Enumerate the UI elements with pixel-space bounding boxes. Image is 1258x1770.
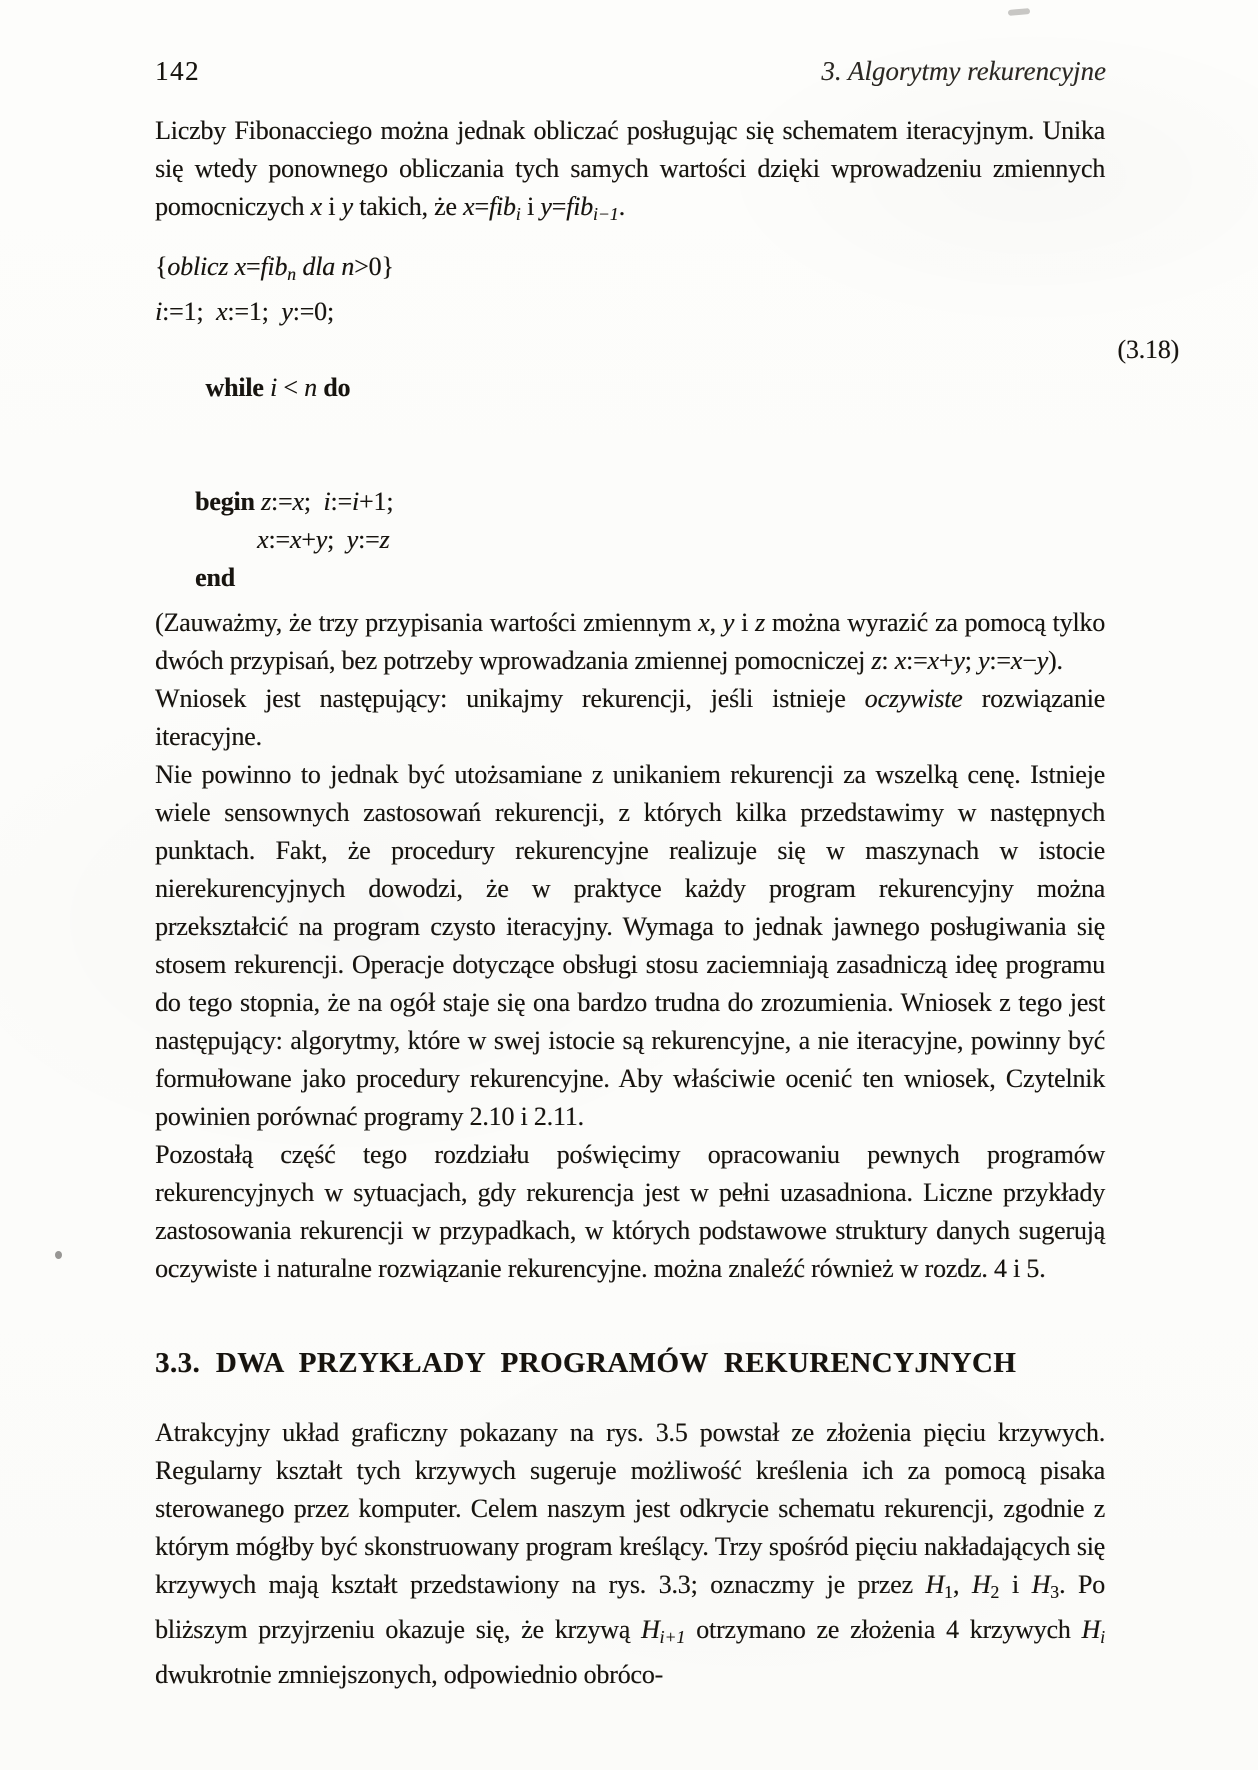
code-line-assignments: x:=x+y; y:=z <box>257 524 390 554</box>
page-number: 142 <box>155 56 200 86</box>
scan-artifact-top <box>1008 8 1030 16</box>
section-heading-3-3: 3.3. DWA PRZYKŁADY PROGRAMÓW REKURENCYJNYCH <box>155 1346 1017 1379</box>
code-listing-3-18 <box>155 248 1179 597</box>
paragraph-pozostala-czesc: Pozostałą część tego rozdziału poświęcimy opracowaniu pewnych programów rekurencyjnych w sytuacjach, gdy rekurencja jest w pełni uzasadniona. Liczne przykłady zastosowania rekurencji w przypadkach, w których podstawowe struktury danych sugerują oczywiste i naturalne rozwiązanie rekurencyjne. można znaleźć również w rozdz. 4 i 5. <box>155 1139 1105 1283</box>
paragraph-nie-powinno: Nie powinno to jednak być utożsamiane z unikaniem rekurencji za wszelką cenę. Istnieje wiele sensownych zastosowań rekurencji, z których kilka przedstawimy w następnych punktach. Fakt, że procedury rekurencyjne realizuje się w maszynach w istocie nierekurencyjnych dowodzi, że w praktyce każdy program rekurencyjny można przekształcić na program czysto iteracyjny. Wymaga to jednak jawnego posługiwania się stosem rekurencji. Operacje dotyczące obsługi stosu zaciemniają zasadniczą ideę programu do tego stopnia, że na ogół staje się ona bardzo trudna do zrozumienia. Wniosek z tego jest następujący: algorytmy, które w swej istocie są rekurencyjne, a nie iteracyjne, powinny być formułowane jako procedury rekurencyjne. Aby właściwie ocenić ten wniosek, Czytelnik powinien porównać programy 2.10 i 2.11. <box>155 759 1105 1131</box>
scan-artifact-left-margin <box>55 1251 62 1259</box>
paragraph-note-two-assignments: (Zauważmy, że trzy przypisania wartości zmiennym x, y i z można wyrazić za pomocą tylko dwóch przypisań, bez potrzeby wprowadzania zmiennej pomocniczej z: x:=x+y; y:=x−y). <box>155 607 1105 675</box>
equation-number: (3.18) <box>1117 334 1179 364</box>
code-line-while <box>155 331 1179 483</box>
code-line-end: end <box>195 562 235 592</box>
code-while-statement: while i < n do <box>205 372 351 402</box>
code-line-init: i:=1; x:=1; y:=0; <box>155 296 334 326</box>
paragraph-wniosek: Wniosek jest następujący: unikajmy rekurencji, jeśli istnieje oczywiste rozwiązanie iteracyjne. <box>155 683 1106 751</box>
running-head: 3. Algorytmy rekurencyjne <box>821 56 1106 86</box>
page-header <box>155 56 1106 87</box>
code-line-begin: begin z:=x; i:=i+1; <box>195 486 394 516</box>
paragraph-atrakcyjny-uklad: Atrakcyjny układ graficzny pokazany na rys. 3.5 powstał ze złożenia pięciu krzywych. Regularny kształt tych krzywych sugeruje możliwość kreślenia ich za pomocą pisaka sterowanego przez komputer. Celem naszym jest odkrycie schematu rekurencji, zgodnie z którym mógłby być skonstruowany program kreślący. Trzy spośród pięciu nakładających się krzywych mają kształt przedstawiony na rys. 3.3; oznaczmy je przez H1, H2 i H3. Po bliższym przyjrzeniu okazuje się, że krzywą Hi+1 otrzymano ze złożenia 4 krzywych Hi dwukrotnie zmniejszonych, odpowiednio obróco- <box>155 1417 1105 1689</box>
paragraph-fibonacci-intro: Liczby Fibonacciego można jednak obliczać posługując się schematem iteracyjnym. Unika się wtedy ponownego obliczania tych samych wartości dzięki wprowadzeniu zmiennych pomocniczych x i y takich, że x=fibi i y=fibi−1. <box>155 116 1105 224</box>
page-body <box>155 112 1179 1694</box>
code-line-comment: {oblicz x=fibn dla n>0} <box>155 251 394 284</box>
